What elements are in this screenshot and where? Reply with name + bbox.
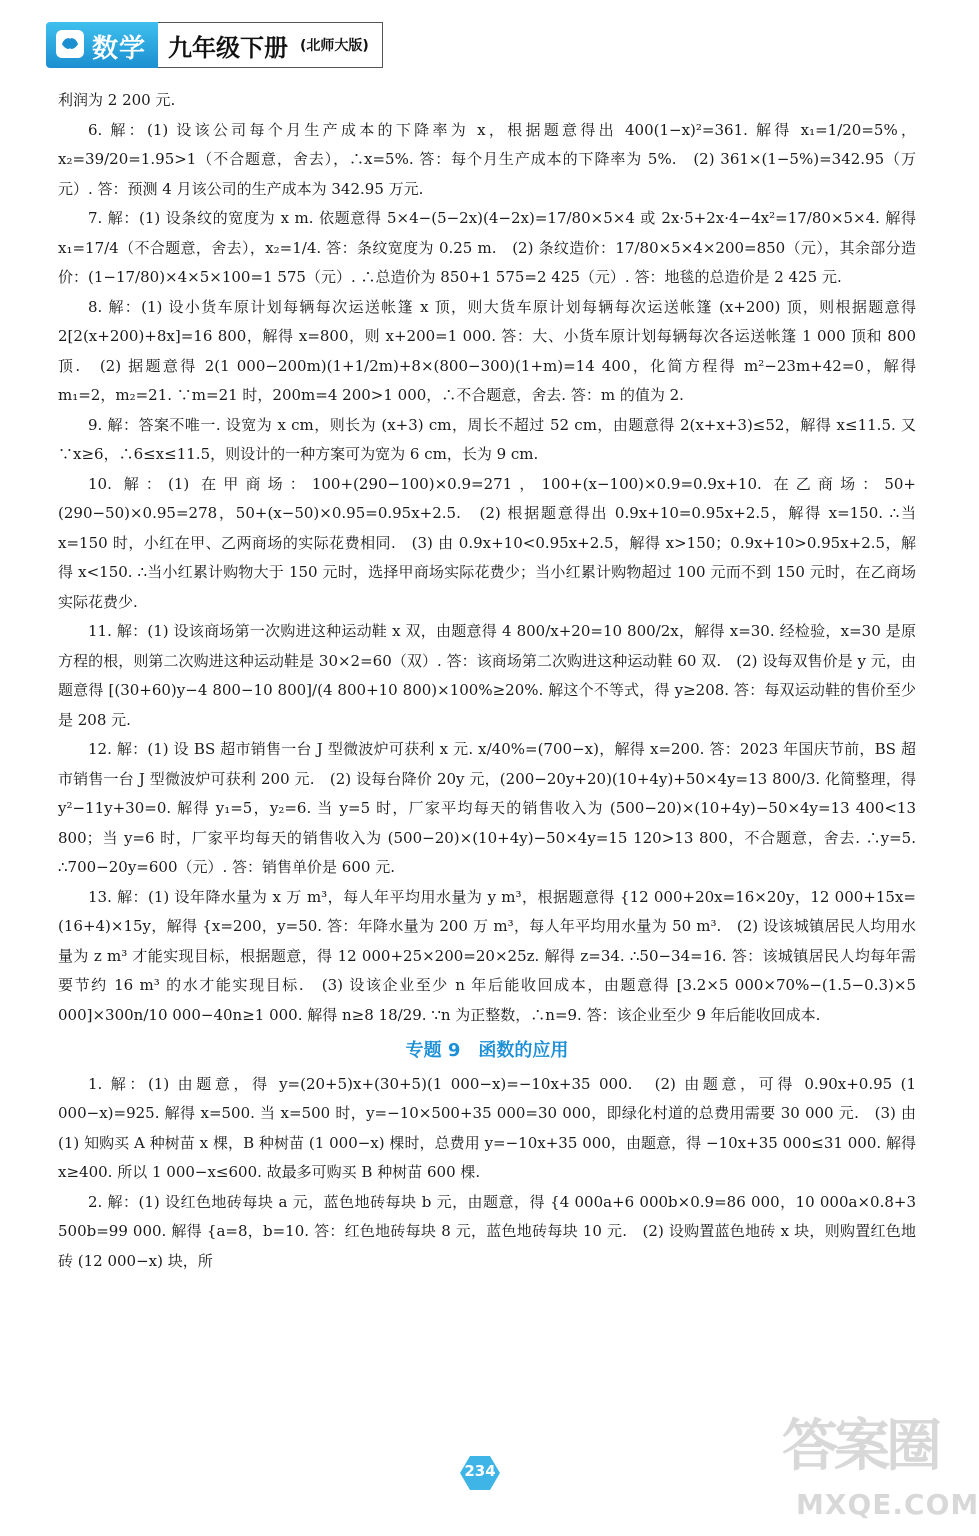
paragraph: 8. 解：(1) 设小货车原计划每辆每次运送帐篷 x 顶，则大货车原计划每辆每次运送帐篷 (x+200) 顶，则根据题意得 2[2(x+200)+8x]=16 800，解得 x=800，则 x+200=1 000. 答：大、小货车原计划每辆每次各运送帐篷 1 000 顶和 800 顶. (2) 据题意得 2(1 000−200m)(1+1/2m)+8×(800−300)(1+m)=14 400，化简方程得 m²−23m+42=0，解得 m₁=2，m₂=21. ∵m=21 时，200m=4 200>1 000，∴不合题意，舍去. 答：m 的值为 2. bbox=[58, 297, 916, 404]
paragraph: 6. 解：(1) 设该公司每个月生产成本的下降率为 x，根据题意得出 400(1−x)²=361. 解得 x₁=1/20=5%，x₂=39/20=1.95>1（不合题意，舍去），∴x=5%. 答：每个月生产成本的下降率为 5%. (2) 361×(1−5%)=342.95（万元）. 答：预测 4 月该公司的生产成本为 342.95 万元. bbox=[58, 120, 916, 198]
answer-content bbox=[58, 86, 916, 1276]
edition-label: (北师大版) bbox=[300, 38, 369, 54]
paragraph: 12. 解：(1) 设 BS 超市销售一台 J 型微波炉可获利 x 元. x/40%=(700−x)，解得 x=200. 答：2023 年国庆节前，BS 超市销售一台 J 型微波炉可获利 200 元. (2) 设每台降价 20y 元，(200−20y+20)(10+4y)+50×4y=13 800/3. 化简整理，得 y²−11y+30=0. 解得 y₁=5，y₂=6. 当 y=5 时，厂家平均每天的销售收入为 (500−20)×(10+4y)−50×4y=13 400<13 800；当 y=6 时，厂家平均每天的销售收入为 (500−20)×(10+4y)−50×4y=15 120>13 800，不合题意，舍去. ∴y=5. ∴700−20y=600（元）. 答：销售单价是 600 元. bbox=[58, 740, 916, 876]
watermark-top: 答案圈 bbox=[782, 1414, 938, 1479]
section-title: 专题 9 函数的应用 bbox=[405, 1040, 569, 1061]
subject-badge bbox=[46, 22, 158, 68]
paragraph: 7. 解：(1) 设条纹的宽度为 x m. 依题意得 5×4−(5−2x)(4−2x)=17/80×5×4 或 2x·5+2x·4−4x²=17/80×5×4. 解得 x₁=17/4（不合题意，舍去），x₂=1/4. 答：条纹宽度为 0.25 m. (2) 条纹造价：17/80×5×4×200=850（元），其余部分造价：(1−17/80)×4×5×100=1 575（元）. ∴总造价为 850+1 575=2 425（元）. 答：地毯的总造价是 2 425 元. bbox=[58, 209, 916, 286]
paragraph: 1. 解：(1) 由题意，得 y=(20+5)x+(30+5)(1 000−x)=−10x+35 000. (2) 由题意，可得 0.90x+0.95 (1 000−x)=925. 解得 x=500. 当 x=500 时，y=−10×500+35 000=30 000，即绿化村道的总费用需要 30 000 元. (3) 由 (1) 知购买 A 种树苗 x 棵，B 种树苗 (1 000−x) 棵时，总费用 y=−10x+35 000，由题意，得 −10x+35 000≤31 000. 解得 x≥400. 所以 1 000−x≤600. 故最多可购买 B 种树苗 600 棵. bbox=[58, 1074, 916, 1181]
paragraph: 10. 解：(1) 在甲商场：100+(290−100)×0.9=271，100+(x−100)×0.9=0.9x+10. 在乙商场：50+(290−50)×0.95=278，50+(x−50)×0.95=0.95x+2.5. (2) 根据题意得出 0.9x+10=0.95x+2.5，解得 x=150. ∴当 x=150 时，小红在甲、乙两商场的实际花费相同. (3) 由 0.9x+10<0.95x+2.5，解得 x>150；0.9x+10>0.95x+2.5，解得 x<150. ∴当小红累计购物大于 150 元时，选择甲商场实际花费少；当小红累计购物超过 100 元而不到 150 元时，在乙商场实际花费少. bbox=[58, 474, 916, 611]
watermark-bottom: MXQE.COM bbox=[796, 1488, 979, 1521]
paragraph: 13. 解：(1) 设年降水量为 x 万 m³，每人年平均用水量为 y m³，根据题意得 {12 000+20x=16×20y，12 000+15x=(16+4)×15y，解得 {x=200，y=50. 答：年降水量为 200 万 m³，每人年平均用水量为 50 m³. (2) 设该城镇居民人均用水量为 z m³ 才能实现目标，根据题意，得 12 000+25×200=20×25z. 解得 z=34. ∴50−34=16. 答：该城镇居民人均每年需要节约 16 m³ 的水才能实现目标. (3) 设该企业至少 n 年后能收回成本，由题意得 [3.2×5 000×70%−(1.5−0.3)×5 000]×300n/10 000−40n≥1 000. 解得 n≥8 18/29. ∵n 为正整数，∴n=9. 答：该企业至少 9 年后能收回成本. bbox=[58, 887, 916, 1024]
title-box bbox=[158, 22, 383, 68]
watermark-logo bbox=[778, 1402, 979, 1530]
page-number bbox=[460, 1456, 500, 1490]
paragraph: 2. 解：(1) 设红色地砖每块 a 元，蓝色地砖每块 b 元，由题意，得 {4 000a+6 000b×0.9=86 000，10 000a×0.8+3 500b=99 000. 解得 {a=8，b=10. 答：红色地砖每块 8 元，蓝色地砖每块 10 元. (2) 设购置蓝色地砖 x 块，则购置红色地砖 (12 000−x) 块，所 bbox=[58, 1192, 916, 1270]
book-icon bbox=[56, 30, 84, 58]
grade-label: 九年级下册 bbox=[168, 34, 288, 62]
page-number-text: 234 bbox=[464, 1462, 496, 1480]
subject-label: 数学 bbox=[92, 34, 147, 64]
paragraph: 9. 解：答案不唯一. 设宽为 x cm，则长为 (x+3) cm，周长不超过 52 cm，由题意得 2(x+x+3)≤52，解得 x≤11.5. 又∵x≥6，∴6≤x≤11.5，则设计的一种方案可为宽为 6 cm，长为 9 cm. bbox=[58, 415, 916, 463]
paragraph: 利润为 2 200 元. bbox=[58, 91, 176, 109]
paragraph: 11. 解：(1) 设该商场第一次购进这种运动鞋 x 双，由题意得 4 800/x+20=10 800/2x，解得 x=30. 经检验，x=30 是原方程的根，则第二次购进这种运动鞋是 30×2=60（双）. 答：该商场第二次购进这种运动鞋 60 双. (2) 设每双售价是 y 元，由题意得 [(30+60)y−4 800−10 800]/(4 800+10 800)×100%≥20%. 解这个不等式，得 y≥208. 答：每双运动鞋的售价至少是 208 元. bbox=[58, 622, 916, 729]
book-header bbox=[46, 22, 386, 68]
